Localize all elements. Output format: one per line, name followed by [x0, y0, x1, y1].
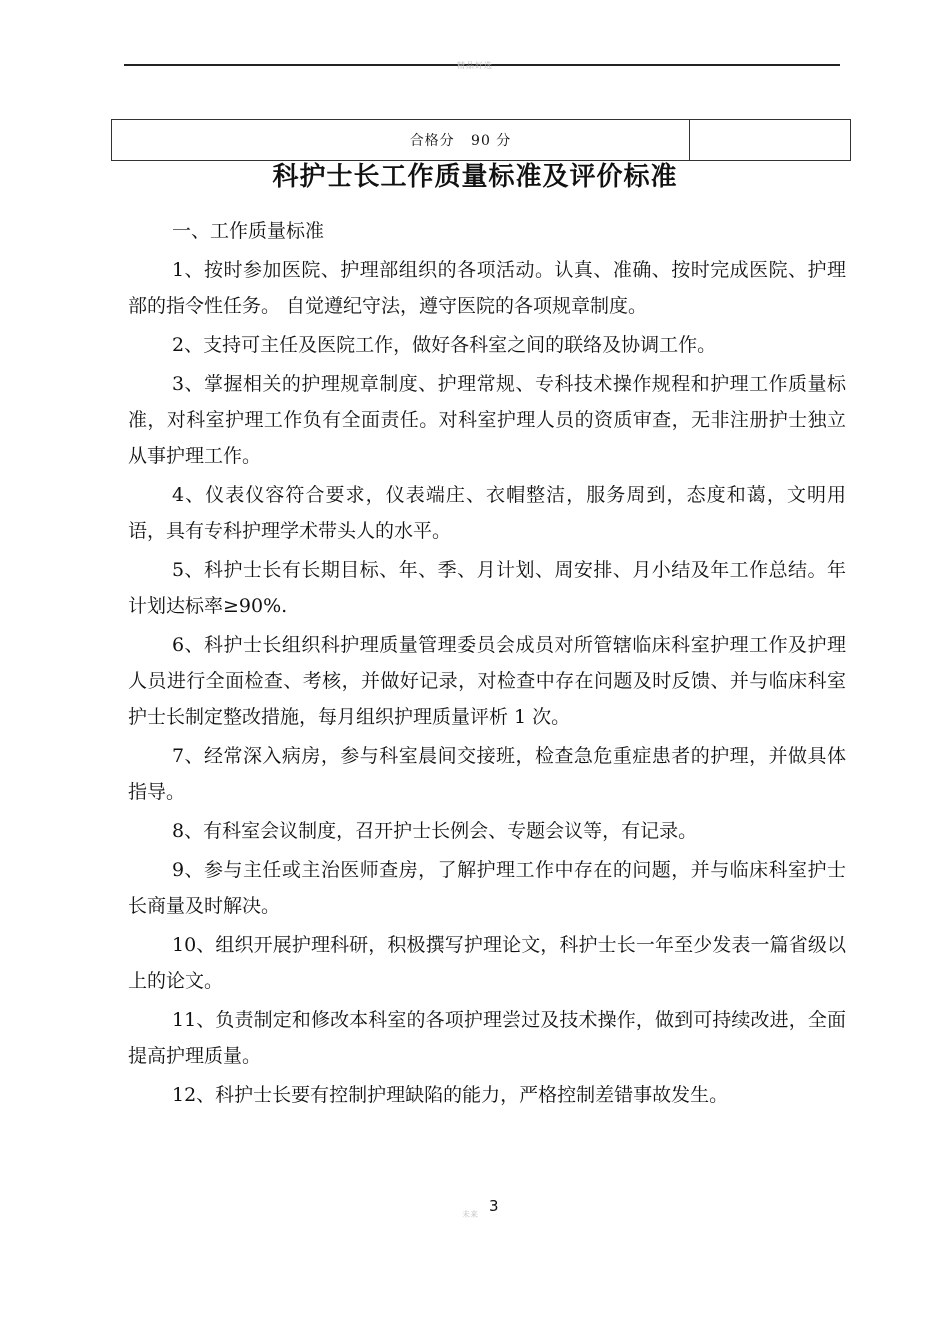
pass-score-label: 合格分 90 分 — [409, 133, 512, 149]
score-empty-cell — [690, 120, 850, 160]
standard-item-3: 3、掌握相关的护理规章制度、护理常规、专科技术操作规程和护理工作质量标准，对科室护理工作负有全面责任。对科室护理人员的资质审查，无非注册护士独立从事护理工作。 — [128, 373, 846, 467]
footer-watermark: 未来 — [462, 1210, 478, 1219]
standard-item-7: 7、经常深入病房，参与科室晨间交接班，检查急危重症患者的护理，并做具体指导。 — [128, 745, 846, 803]
standard-item-5: 5、科护士长有长期目标、年、季、月计划、周安排、月小结及年工作总结。年计划达标率≥90%. — [128, 559, 846, 617]
standard-item-6: 6、科护士长组织科护理质量管理委员会成员对所管辖临床科室护理工作及护理人员进行全面检查、考核，并做好记录，对检查中存在问题及时反馈、并与临床科室护士长制定整改措施，每月组织护理质量评析 1 次。 — [128, 634, 846, 728]
document-title: 科护士长工作质量标准及评价标准 — [272, 162, 678, 192]
standard-item-12: 12、科护士长要有控制护理缺陷的能力，严格控制差错事故发生。 — [172, 1084, 729, 1106]
standard-item-4: 4、仪表仪容符合要求，仪表端庄、衣帽整洁，服务周到，态度和蔼，文明用语，具有专科护理学术带头人的水平。 — [128, 484, 846, 542]
standard-item-11: 11、负责制定和修改本科室的各项护理尝过及技术操作，做到可持续改进，全面提高护理质量。 — [128, 1009, 846, 1067]
header-watermark: 精品好选 — [457, 61, 493, 70]
score-table — [111, 119, 851, 161]
standard-item-8: 8、有科室会议制度，召开护士长例会、专题会议等，有记录。 — [172, 820, 698, 842]
standard-item-9: 9、参与主任或主治医师查房，了解护理工作中存在的问题，并与临床科室护士长商量及时解决。 — [128, 859, 846, 917]
pass-score-cell — [112, 120, 690, 160]
standard-item-10: 10、组织开展护理科研，积极撰写护理论文，科护士长一年至少发表一篇省级以上的论文。 — [128, 934, 846, 992]
standard-item-2: 2、支持可主任及医院工作，做好各科室之间的联络及协调工作。 — [172, 334, 717, 356]
page-number: 3 — [489, 1197, 499, 1215]
standard-item-1: 1、按时参加医院、护理部组织的各项活动。认真、准确、按时完成医院、护理部的指令性任务。 自觉遵纪守法，遵守医院的各项规章制度。 — [128, 259, 846, 317]
standards-list — [128, 252, 846, 1116]
section-heading: 一、工作质量标准 — [172, 220, 325, 242]
